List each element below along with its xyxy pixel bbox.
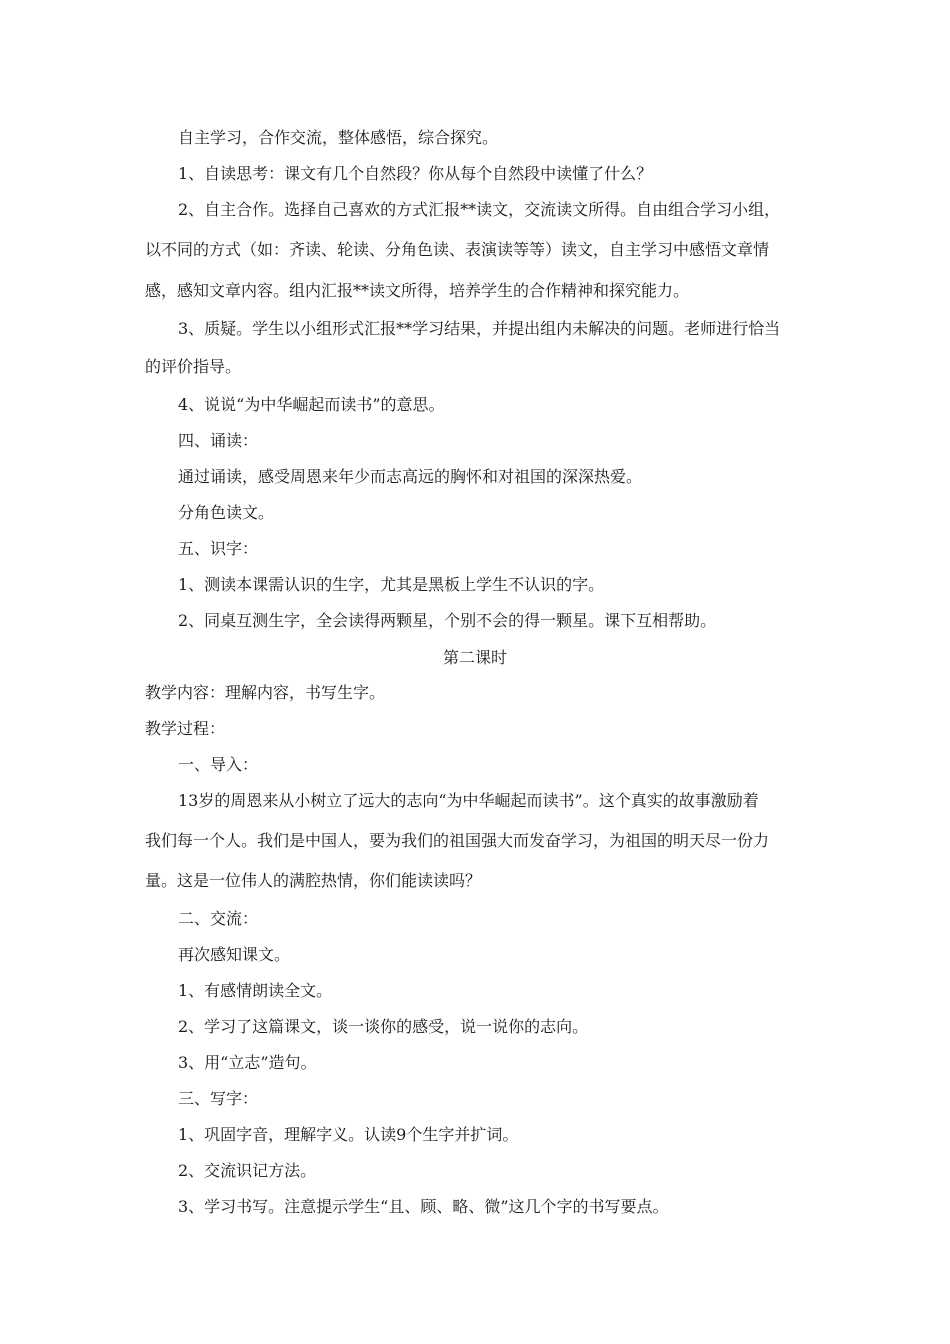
paragraph-line: 4、说说“为中华崛起而读书”的意思。 bbox=[178, 395, 445, 414]
paragraph-line: 我们每一个人。我们是中国人，要为我们的祖国强大而发奋学习，为祖国的明天尽一份力 bbox=[145, 831, 770, 850]
paragraph-line: 1、有感情朗读全文。 bbox=[178, 981, 333, 1000]
section-heading: 五、识字： bbox=[178, 539, 259, 558]
paragraph-line: 2、同桌互测生字，全会读得两颗星，个别不会的得一颗星。课下互相帮助。 bbox=[178, 611, 717, 630]
paragraph-line: 教学内容：理解内容，书写生字。 bbox=[145, 683, 386, 702]
section-heading: 一、导入： bbox=[178, 755, 259, 774]
paragraph-line: 13岁的周恩来从小树立了远大的志向“为中华崛起而读书”。这个真实的故事激励着 bbox=[178, 791, 759, 810]
paragraph-line: 3、用“立志”造句。 bbox=[178, 1053, 317, 1072]
paragraph-line: 分角色读文。 bbox=[178, 503, 275, 522]
paragraph-line: 3、质疑。学生以小组形式汇报**学习结果，并提出组内未解决的问题。老师进行恰当 bbox=[178, 319, 781, 338]
paragraph-line: 教学过程： bbox=[145, 719, 226, 738]
paragraph-line: 1、测读本课需认识的生字，尤其是黑板上学生不认识的字。 bbox=[178, 575, 605, 594]
lesson-title: 第二课时 bbox=[442, 648, 507, 667]
paragraph-line: 3、学习书写。注意提示学生“且、顾、略、微”这几个字的书写要点。 bbox=[178, 1197, 669, 1216]
paragraph-line: 2、交流识记方法。 bbox=[178, 1161, 317, 1180]
paragraph-line: 自主学习，合作交流，整体感悟，综合探究。 bbox=[178, 128, 499, 147]
paragraph-line: 2、自主合作。选择自己喜欢的方式汇报**读文，交流读文所得。自由组合学习小组， bbox=[178, 200, 781, 219]
paragraph-line: 再次感知课文。 bbox=[178, 945, 291, 964]
section-heading: 三、写字： bbox=[178, 1089, 259, 1108]
paragraph-line: 的评价指导。 bbox=[145, 357, 242, 376]
paragraph-line: 1、自读思考：课文有几个自然段？你从每个自然段中读懂了什么？ bbox=[178, 164, 653, 183]
paragraph-line: 1、巩固字音，理解字义。认读9个生字并扩词。 bbox=[178, 1125, 519, 1144]
section-heading: 四、诵读： bbox=[178, 431, 259, 450]
paragraph-line: 通过诵读，感受周恩来年少而志高远的胸怀和对祖国的深深热爱。 bbox=[178, 467, 643, 486]
section-heading: 二、交流： bbox=[178, 909, 259, 928]
paragraph-line: 量。这是一位伟人的满腔热情，你们能读读吗？ bbox=[145, 871, 482, 890]
paragraph-line: 以不同的方式（如：齐读、轮读、分角色读、表演读等等）读文，自主学习中感悟文章情 bbox=[145, 240, 770, 259]
paragraph-line: 2、学习了这篇课文，谈一谈你的感受，说一说你的志向。 bbox=[178, 1017, 589, 1036]
paragraph-line: 感，感知文章内容。组内汇报**读文所得，培养学生的合作精神和探究能力。 bbox=[145, 281, 690, 300]
